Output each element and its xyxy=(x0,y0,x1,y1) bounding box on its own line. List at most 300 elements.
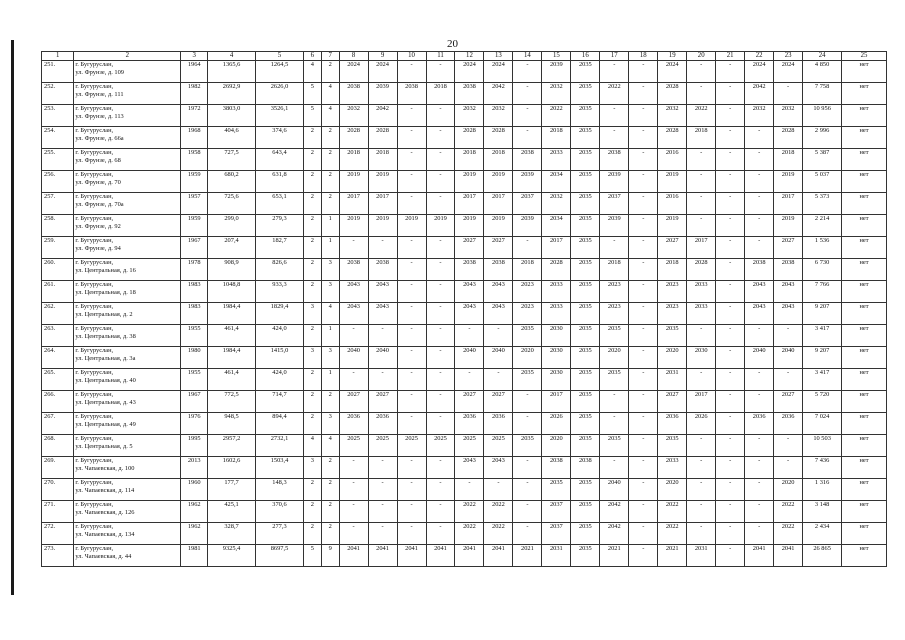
table-cell: 3803,0 xyxy=(208,105,256,127)
address-cell xyxy=(74,83,181,105)
table-cell: - xyxy=(629,347,658,369)
table-cell: - xyxy=(745,479,774,501)
table-cell: - xyxy=(687,523,716,545)
table-cell: - xyxy=(687,215,716,237)
table-cell: 2039 xyxy=(368,83,397,105)
table-cell: 2028 xyxy=(339,127,368,149)
table-cell: - xyxy=(368,501,397,523)
table-cell: - xyxy=(629,523,658,545)
table-cell: - xyxy=(513,479,542,501)
table-cell: 2024 xyxy=(339,61,368,83)
table-row xyxy=(42,215,887,237)
column-number-cell: 8 xyxy=(339,52,368,61)
table-cell: - xyxy=(455,325,484,347)
table-cell: 1983 xyxy=(181,281,208,303)
row-number-cell: 251. xyxy=(42,61,74,83)
table-cell: - xyxy=(397,303,426,325)
table-cell: 2043 xyxy=(339,281,368,303)
address-cell xyxy=(74,259,181,281)
row-number-cell: 269. xyxy=(42,457,74,479)
table-cell: 2018 xyxy=(542,127,571,149)
table-cell: - xyxy=(513,413,542,435)
table-cell: 2018 xyxy=(368,149,397,171)
table-cell: 2 xyxy=(321,523,339,545)
table-cell: - xyxy=(397,149,426,171)
table-cell: 2020 xyxy=(774,479,803,501)
row-number-cell: 263. xyxy=(42,325,74,347)
table-cell: нет xyxy=(842,435,887,457)
table-cell: 772,5 xyxy=(208,391,256,413)
table-cell: - xyxy=(629,501,658,523)
table-cell: 2020 xyxy=(658,347,687,369)
table-cell: 2035 xyxy=(571,193,600,215)
table-cell: - xyxy=(716,237,745,259)
address-street: ул. Фрунзе, д. 94 xyxy=(75,244,121,252)
table-cell: 1602,6 xyxy=(208,457,256,479)
table-cell: - xyxy=(629,281,658,303)
table-cell: 2024 xyxy=(368,61,397,83)
table-cell: 2035 xyxy=(571,303,600,325)
table-row xyxy=(42,479,887,501)
table-cell: - xyxy=(600,127,629,149)
address-cell xyxy=(74,193,181,215)
address-city: г. Бугуруслан, xyxy=(75,391,114,398)
table-cell: 2036 xyxy=(339,413,368,435)
table-cell: - xyxy=(716,545,745,567)
table-cell: 2036 xyxy=(455,413,484,435)
address-cell xyxy=(74,413,181,435)
table-cell: - xyxy=(339,325,368,347)
table-cell: - xyxy=(629,237,658,259)
table-cell: 2035 xyxy=(600,435,629,457)
table-cell: 2035 xyxy=(571,435,600,457)
table-cell: 1972 xyxy=(181,105,208,127)
column-number-cell: 6 xyxy=(303,52,321,61)
table-cell: 2040 xyxy=(774,347,803,369)
table-cell: 2 214 xyxy=(803,215,842,237)
column-number-cell: 3 xyxy=(181,52,208,61)
table-cell: 2036 xyxy=(745,413,774,435)
table-cell: 2025 xyxy=(397,435,426,457)
table-cell: 1264,5 xyxy=(256,61,304,83)
table-cell: 2032 xyxy=(339,105,368,127)
table-cell: 2018 xyxy=(484,149,513,171)
table-cell: нет xyxy=(842,281,887,303)
table-cell: - xyxy=(716,193,745,215)
row-number-cell: 265. xyxy=(42,369,74,391)
table-cell: - xyxy=(629,259,658,281)
table-cell: 1959 xyxy=(181,171,208,193)
table-row xyxy=(42,347,887,369)
table-cell: 2019 xyxy=(658,215,687,237)
table-cell: 4 850 xyxy=(803,61,842,83)
table-cell: 1957 xyxy=(181,193,208,215)
table-cell: 2043 xyxy=(368,303,397,325)
table-cell: - xyxy=(339,237,368,259)
table-cell: - xyxy=(629,413,658,435)
table-cell: 9 xyxy=(321,545,339,567)
table-cell: 2 xyxy=(321,149,339,171)
table-cell: 2035 xyxy=(571,501,600,523)
table-cell: 461,4 xyxy=(208,369,256,391)
table-cell: 2028 xyxy=(658,83,687,105)
table-cell: - xyxy=(745,369,774,391)
table-cell: 5 xyxy=(303,545,321,567)
address-cell xyxy=(74,127,181,149)
table-cell: - xyxy=(629,83,658,105)
column-number-cell: 13 xyxy=(484,52,513,61)
housing-table xyxy=(41,51,887,567)
table-cell: 1 536 xyxy=(803,237,842,259)
table-cell: 2 xyxy=(303,523,321,545)
table-cell: 2023 xyxy=(600,281,629,303)
table-cell: 2035 xyxy=(571,281,600,303)
table-cell: 328,7 xyxy=(208,523,256,545)
column-number-cell: 25 xyxy=(842,52,887,61)
table-cell: - xyxy=(716,501,745,523)
row-number-cell: 261. xyxy=(42,281,74,303)
table-cell: 2038 xyxy=(600,149,629,171)
table-cell: 2 xyxy=(303,501,321,523)
table-cell: 2032 xyxy=(542,193,571,215)
table-cell: 2027 xyxy=(658,237,687,259)
row-number-cell: 268. xyxy=(42,435,74,457)
table-cell: - xyxy=(745,237,774,259)
table-cell: 2042 xyxy=(368,105,397,127)
address-street: ул. Центральная, д. 18 xyxy=(75,288,136,296)
table-cell: 2022 xyxy=(455,523,484,545)
table-cell: 2 xyxy=(321,61,339,83)
table-cell: 2035 xyxy=(600,325,629,347)
table-cell: 2032 xyxy=(455,105,484,127)
table-cell: - xyxy=(426,303,455,325)
table-cell: 2038 xyxy=(542,457,571,479)
table-cell: 4 xyxy=(321,303,339,325)
table-cell: 2017 xyxy=(774,193,803,215)
column-number-cell: 17 xyxy=(600,52,629,61)
address-street: ул. Чапаевская, д. 100 xyxy=(75,464,135,472)
address-street: ул. Фрунзе, д. 70 xyxy=(75,178,121,186)
address-street: ул. Фрунзе, д. 66а xyxy=(75,134,124,142)
address-street: ул. Центральная, д. 5 xyxy=(75,442,133,450)
row-number-cell: 258. xyxy=(42,215,74,237)
table-cell: - xyxy=(716,281,745,303)
table-cell: 1829,4 xyxy=(256,303,304,325)
table-cell: - xyxy=(687,61,716,83)
table-cell: 2 xyxy=(303,215,321,237)
table-cell: 2039 xyxy=(513,215,542,237)
row-number-cell: 253. xyxy=(42,105,74,127)
table-row xyxy=(42,259,887,281)
column-number-cell: 7 xyxy=(321,52,339,61)
table-cell: - xyxy=(629,105,658,127)
table-cell: 2 xyxy=(321,501,339,523)
table-cell: - xyxy=(716,83,745,105)
table-cell: 461,4 xyxy=(208,325,256,347)
table-cell: 2043 xyxy=(774,303,803,325)
table-cell: 2 xyxy=(321,457,339,479)
table-cell: - xyxy=(716,325,745,347)
column-number-cell: 20 xyxy=(687,52,716,61)
table-cell: 2035 xyxy=(571,105,600,127)
address-street: ул. Фрунзе, д. 113 xyxy=(75,112,124,120)
table-cell: 2032 xyxy=(484,105,513,127)
table-cell: 2019 xyxy=(368,215,397,237)
table-cell: 9 207 xyxy=(803,303,842,325)
table-cell: 2019 xyxy=(484,171,513,193)
table-cell: 2035 xyxy=(571,369,600,391)
table-cell: - xyxy=(745,171,774,193)
table-cell: нет xyxy=(842,171,887,193)
column-number-cell: 1 xyxy=(42,52,74,61)
table-cell: 2043 xyxy=(339,303,368,325)
table-cell: 2 xyxy=(321,479,339,501)
table-cell: 404,6 xyxy=(208,127,256,149)
table-cell: - xyxy=(716,523,745,545)
table-cell: - xyxy=(716,61,745,83)
address-cell xyxy=(74,237,181,259)
column-number-cell: 16 xyxy=(571,52,600,61)
table-cell: 1959 xyxy=(181,215,208,237)
table-cell: 2042 xyxy=(484,83,513,105)
column-number-cell: 22 xyxy=(745,52,774,61)
table-cell: - xyxy=(426,369,455,391)
table-cell: - xyxy=(397,325,426,347)
table-cell: - xyxy=(426,479,455,501)
address-cell xyxy=(74,501,181,523)
table-cell: - xyxy=(397,171,426,193)
table-cell: - xyxy=(600,105,629,127)
address-street: ул. Фрунзе, д. 111 xyxy=(75,90,124,98)
row-number-cell: 252. xyxy=(42,83,74,105)
address-city: г. Бугуруслан, xyxy=(75,457,114,464)
table-cell: - xyxy=(745,501,774,523)
address-cell xyxy=(74,215,181,237)
table-cell: 2021 xyxy=(600,545,629,567)
address-street: ул. Центральная, д. 16 xyxy=(75,266,136,274)
table-cell: 182,7 xyxy=(256,237,304,259)
table-cell: - xyxy=(426,523,455,545)
table-cell: 2040 xyxy=(484,347,513,369)
table-cell: - xyxy=(629,457,658,479)
table-cell: - xyxy=(426,105,455,127)
table-cell: - xyxy=(426,391,455,413)
table-cell: 4 xyxy=(321,83,339,105)
table-cell: 725,6 xyxy=(208,193,256,215)
table-cell: 4 xyxy=(321,435,339,457)
address-city: г. Бугуруслан, xyxy=(75,127,114,134)
address-cell xyxy=(74,149,181,171)
table-cell: - xyxy=(484,325,513,347)
table-cell: 2019 xyxy=(426,215,455,237)
table-cell: - xyxy=(426,127,455,149)
table-cell: 2038 xyxy=(339,83,368,105)
table-cell: 2039 xyxy=(542,61,571,83)
table-cell: 2035 xyxy=(542,479,571,501)
address-city: г. Бугуруслан, xyxy=(75,105,114,112)
table-cell: нет xyxy=(842,347,887,369)
table-cell: - xyxy=(745,391,774,413)
table-cell: 2024 xyxy=(658,61,687,83)
table-cell: 2732,1 xyxy=(256,435,304,457)
table-cell: 2043 xyxy=(455,281,484,303)
table-cell: 2018 xyxy=(774,149,803,171)
table-cell: - xyxy=(513,127,542,149)
table-cell: - xyxy=(513,391,542,413)
table-cell: - xyxy=(513,523,542,545)
column-number-cell: 15 xyxy=(542,52,571,61)
table-cell: 3 xyxy=(321,281,339,303)
address-cell xyxy=(74,303,181,325)
table-cell: - xyxy=(397,281,426,303)
row-number-cell: 256. xyxy=(42,171,74,193)
table-cell: 1968 xyxy=(181,127,208,149)
table-row xyxy=(42,545,887,567)
table-cell: 2035 xyxy=(571,413,600,435)
table-cell: - xyxy=(716,479,745,501)
table-cell: 894,4 xyxy=(256,413,304,435)
table-cell: 1982 xyxy=(181,83,208,105)
table-cell: - xyxy=(426,501,455,523)
address-cell xyxy=(74,105,181,127)
table-cell: 2043 xyxy=(368,281,397,303)
table-cell: - xyxy=(600,391,629,413)
table-cell: 2043 xyxy=(455,457,484,479)
table-cell: 2016 xyxy=(658,193,687,215)
table-cell: 1048,8 xyxy=(208,281,256,303)
table-cell: 2 xyxy=(303,237,321,259)
table-cell: 2018 xyxy=(513,259,542,281)
table-cell: 2041 xyxy=(368,545,397,567)
column-number-cell: 14 xyxy=(513,52,542,61)
table-cell: - xyxy=(716,259,745,281)
table-row xyxy=(42,83,887,105)
table-cell: - xyxy=(687,369,716,391)
table-cell: 2040 xyxy=(600,479,629,501)
table-cell: 1964 xyxy=(181,61,208,83)
table-cell: 2038 xyxy=(455,83,484,105)
table-cell: - xyxy=(716,171,745,193)
table-cell: - xyxy=(600,237,629,259)
table-cell: 1503,4 xyxy=(256,457,304,479)
table-cell: 1962 xyxy=(181,523,208,545)
table-cell: 2024 xyxy=(745,61,774,83)
table-cell: - xyxy=(397,347,426,369)
table-cell: 2 434 xyxy=(803,523,842,545)
table-cell: 826,6 xyxy=(256,259,304,281)
address-street: ул. Центральная, д. 49 xyxy=(75,420,136,428)
table-cell: нет xyxy=(842,523,887,545)
table-cell: 2016 xyxy=(658,149,687,171)
address-cell xyxy=(74,171,181,193)
row-number-cell: 272. xyxy=(42,523,74,545)
table-cell: - xyxy=(426,237,455,259)
table-cell: 2037 xyxy=(513,193,542,215)
table-cell: 2 xyxy=(321,193,339,215)
table-cell: - xyxy=(629,325,658,347)
table-cell: - xyxy=(513,105,542,127)
table-cell: - xyxy=(629,215,658,237)
table-cell: 2017 xyxy=(542,237,571,259)
table-row xyxy=(42,193,887,215)
table-row xyxy=(42,61,887,83)
table-cell: - xyxy=(426,259,455,281)
address-street: ул. Центральная, д. 38 xyxy=(75,332,136,340)
table-cell: нет xyxy=(842,303,887,325)
table-cell: - xyxy=(687,83,716,105)
table-row xyxy=(42,237,887,259)
table-cell: - xyxy=(716,149,745,171)
address-city: г. Бугуруслан, xyxy=(75,303,114,310)
address-street: ул. Фрунзе, д. 109 xyxy=(75,68,124,76)
table-cell: нет xyxy=(842,237,887,259)
table-cell: 3 xyxy=(303,347,321,369)
table-cell: нет xyxy=(842,149,887,171)
table-cell: 2019 xyxy=(397,215,426,237)
table-cell: 2035 xyxy=(571,479,600,501)
table-cell: 2033 xyxy=(542,281,571,303)
table-cell: 2027 xyxy=(658,391,687,413)
table-cell: - xyxy=(426,325,455,347)
table-cell: 299,0 xyxy=(208,215,256,237)
table-cell: 2 xyxy=(303,325,321,347)
table-cell: - xyxy=(397,523,426,545)
table-cell: 2043 xyxy=(484,281,513,303)
table-cell: 2038 xyxy=(339,259,368,281)
table-cell: 10 503 xyxy=(803,435,842,457)
table-cell: - xyxy=(368,369,397,391)
row-number-cell: 257. xyxy=(42,193,74,215)
table-cell: 1984,4 xyxy=(208,303,256,325)
table-cell: - xyxy=(629,149,658,171)
table-cell: 2017 xyxy=(484,193,513,215)
table-cell: нет xyxy=(842,501,887,523)
table-cell: 2028 xyxy=(484,127,513,149)
table-row xyxy=(42,457,887,479)
table-cell: 2 xyxy=(303,479,321,501)
table-cell: 2032 xyxy=(745,105,774,127)
table-cell: 1 xyxy=(321,369,339,391)
table-cell: - xyxy=(716,215,745,237)
table-cell: 2030 xyxy=(687,347,716,369)
table-cell: - xyxy=(368,523,397,545)
table-cell: 2028 xyxy=(687,259,716,281)
table-cell: 2035 xyxy=(571,127,600,149)
address-street: ул. Фрунзе, д. 92 xyxy=(75,222,121,230)
table-cell: - xyxy=(629,303,658,325)
table-cell: 2021 xyxy=(658,545,687,567)
table-cell: 2023 xyxy=(658,303,687,325)
address-street: ул. Чапаевская, д. 134 xyxy=(75,530,135,538)
table-cell: - xyxy=(716,369,745,391)
table-cell: 2037 xyxy=(542,501,571,523)
table-cell: 2019 xyxy=(339,171,368,193)
address-city: г. Бугуруслан, xyxy=(75,369,114,376)
column-number-cell: 2 xyxy=(74,52,181,61)
table-cell: 2 xyxy=(303,127,321,149)
address-city: г. Бугуруслан, xyxy=(75,523,114,530)
table-row xyxy=(42,281,887,303)
table-cell: 2 xyxy=(303,193,321,215)
table-cell: 2017 xyxy=(687,237,716,259)
table-cell: 2022 xyxy=(455,501,484,523)
row-number-cell: 273. xyxy=(42,545,74,567)
table-cell: 2031 xyxy=(658,369,687,391)
table-cell: 5 xyxy=(303,83,321,105)
table-cell: 2027 xyxy=(774,391,803,413)
table-cell: 2031 xyxy=(542,545,571,567)
table-cell: 2019 xyxy=(774,215,803,237)
